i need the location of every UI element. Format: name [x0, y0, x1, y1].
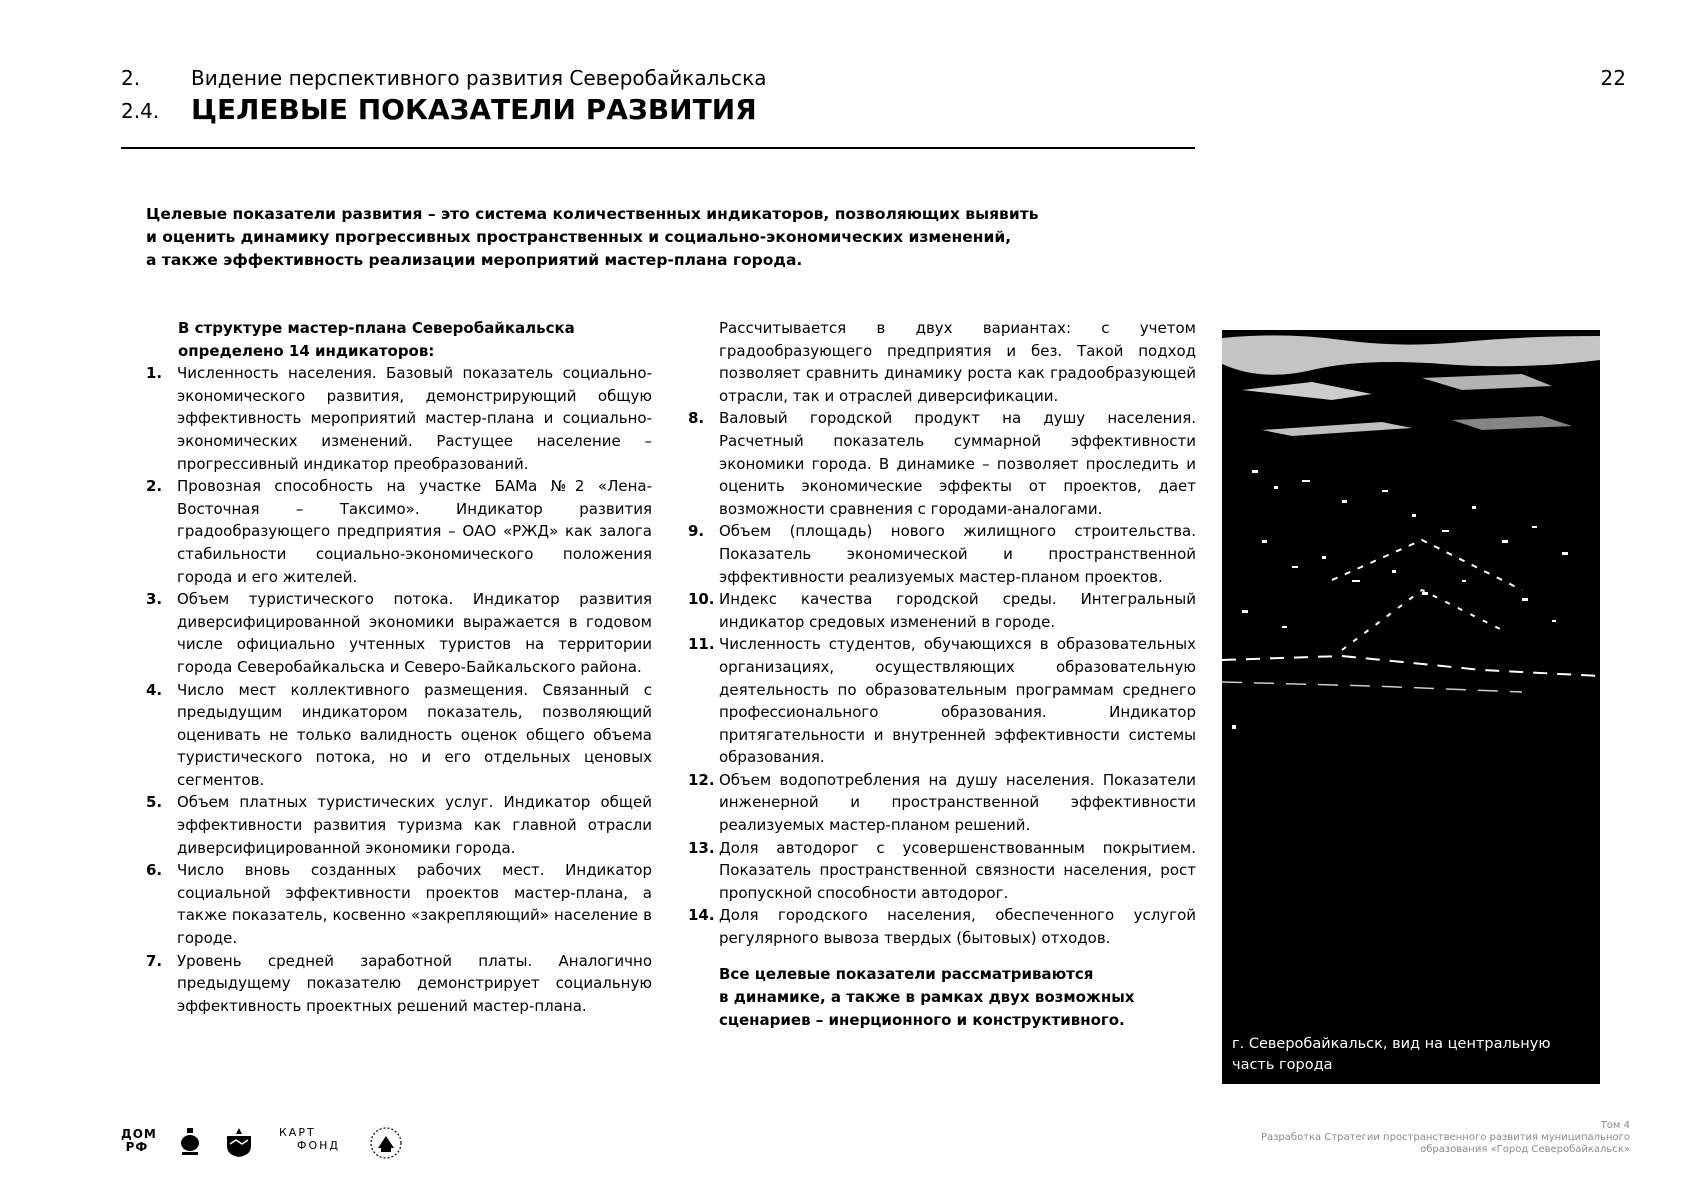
indicator-item-13	[688, 837, 1196, 905]
emblem-logo	[178, 1126, 202, 1158]
logo-text: ФОНД	[297, 1139, 340, 1152]
indicator-item-3	[146, 588, 652, 678]
indicator-item-7	[146, 950, 652, 1018]
city-photo	[1222, 330, 1600, 1084]
intro-paragraph	[146, 203, 1086, 272]
logo-text: КАРТ	[279, 1126, 316, 1139]
indicators-lead	[146, 317, 652, 362]
kart-fond-logo	[279, 1126, 340, 1152]
item-text: Объем (площадь) нового жилищного строительства. Показатель экономической и пространственной эффективности реализуемых мастер-планом проектов.	[719, 522, 1196, 586]
page-title: ЦЕЛЕВЫЕ ПОКАЗАТЕЛИ РАЗВИТИЯ	[191, 93, 757, 126]
item-number: 6.	[146, 861, 163, 880]
footer-line: образования «Город Северобайкальск»	[1420, 1144, 1630, 1155]
item-text: Уровень средней заработной платы. Аналогично предыдущему показателю демонстрирует социальную эффективность проектных решений мастер-плана.	[177, 951, 652, 1015]
lead-line: В структуре мастер-плана Северобайкальска	[178, 319, 575, 337]
indicator-item-2	[146, 475, 652, 588]
intro-line: Целевые показатели развития – это система количественных индикаторов, позволяющих выявить	[146, 205, 1039, 223]
item-number: 8.	[688, 409, 705, 428]
conclusion-line: сценариев – инерционного и конструктивного.	[719, 1010, 1125, 1029]
item-number: 1.	[146, 364, 163, 383]
indicator-item-1	[146, 362, 652, 475]
item-number: 7.	[146, 951, 163, 970]
indicator-item-10	[688, 588, 1196, 633]
conclusion-line: в динамике, а также в рамках двух возможных	[719, 987, 1135, 1006]
item-text: Число мест коллективного размещения. Связанный с предыдущим индикатором показатель, позволяющий оценивать не только валидность оценок общего объема туристического потока, но и его отдельных ценовых сегментов.	[177, 680, 652, 789]
caption-line: г. Северобайкальск, вид на центральную	[1232, 1036, 1551, 1052]
section-title: Видение перспективного развития Северобайкальска	[191, 66, 767, 90]
item-number: 11.	[688, 635, 715, 654]
item-number: 13.	[688, 838, 715, 857]
indicator-item-8	[688, 407, 1196, 520]
intro-line: а также эффективность реализации мероприятий мастер-плана города.	[146, 251, 803, 269]
item-number: 5.	[146, 793, 163, 812]
item-text: Объем туристического потока. Индикатор развития диверсифицированной экономики выражается в годовом числе официально учтенных туристов на территории города Северобайкальска и Северо-Байкальского района.	[177, 590, 652, 676]
coat-of-arms-logo	[224, 1126, 254, 1158]
conclusion	[688, 963, 1196, 1032]
item-number: 12.	[688, 770, 715, 789]
item-number: 2.	[146, 477, 163, 496]
item-number: 9.	[688, 522, 705, 541]
logo-text: ДОМ	[121, 1127, 157, 1141]
indicator-item-6	[146, 859, 652, 949]
item-text: Доля городского населения, обеспеченного услугой регулярного вывоза твердых (бытовых) отходов.	[719, 906, 1196, 948]
round-emblem-logo	[369, 1126, 403, 1160]
lead-line: определено 14 индикаторов:	[178, 341, 435, 360]
photo-caption	[1232, 1034, 1582, 1076]
item-text: Доля автодорог с усовершенствованным покрытием. Показатель пространственной связности населения, рост пропускной способности автодорог.	[719, 838, 1196, 902]
city-photo-image	[1222, 330, 1600, 1084]
item-text: Численность населения. Базовый показатель социально-экономического развития, демонстрирующий общую эффективность мероприятий мастер-плана и социально-экономических изменений. Растущее население – прогрессивный индикатор преобразований.	[177, 364, 652, 473]
subsection-number: 2.4.	[121, 99, 160, 123]
indicator-item-4	[146, 679, 652, 792]
conclusion-line: Все целевые показатели рассматриваются	[719, 964, 1094, 983]
indicator-item-9	[688, 520, 1196, 588]
item-text: Валовый городской продукт на душу населения. Расчетный показатель суммарной эффективности экономики города. В динамике – позволяет проследить и оценить экономические эффекты от проектов, дает возможности сравнения с городами-аналогами.	[719, 409, 1196, 518]
footer-line: Разработка Стратегии пространственного развития муниципального	[1260, 1132, 1630, 1143]
item-text: Объем водопотребления на душу населения. Показатели инженерной и пространственной эффективности реализуемых мастер-планом решений.	[719, 770, 1196, 835]
indicator-item-11	[688, 633, 1196, 769]
section-number: 2.	[121, 66, 141, 90]
item-text: Численность студентов, обучающихся в образовательных организациях, осуществляющих образовательную деятельность по образовательным программам среднего профессионального образования. Индикатор притягательности и внутренней эффективности системы образования.	[719, 635, 1196, 767]
indicator-item-14	[688, 904, 1196, 949]
header-divider	[121, 147, 1195, 149]
item-number: 4.	[146, 680, 163, 699]
item-7-continuation: Рассчитывается в двух вариантах: с учетом градообразующего предприятия и без. Такой подход позволяет сравнить динамику роста как градообразующей отрасли, так и отраслей диверсификации.	[719, 319, 1196, 405]
item-text: Число вновь созданных рабочих мест. Индикатор социальной эффективности проектов мастер-плана, а также показатель, косвенно «закрепляющий» население в городе.	[177, 861, 652, 948]
dom-rf-logo	[121, 1127, 157, 1154]
footer-note	[1230, 1120, 1630, 1156]
item-number: 10.	[688, 590, 715, 609]
caption-line: часть города	[1232, 1057, 1333, 1073]
indicator-item-5	[146, 791, 652, 859]
item-number: 3.	[146, 590, 163, 609]
indicators-column-right	[688, 317, 1196, 1032]
footer-line: Том 4	[1600, 1120, 1630, 1131]
item-text: Объем платных туристических услуг. Индикатор общей эффективности развития туризма как главной отрасли диверсифицированной экономики города.	[177, 793, 652, 857]
logo-text: РФ	[125, 1140, 149, 1154]
indicator-item-12	[688, 769, 1196, 837]
item-text: Провозная способность на участке БАМа №2 «Лена-Восточная – Таксимо». Индикатор развития градообразующего предприятия – ОАО «РЖД» как залога стабильности социально-экономического положения города и его жителей.	[177, 477, 652, 586]
indicators-column-left	[146, 317, 652, 1017]
page-number: 22	[1600, 66, 1626, 90]
item-text: Индекс качества городской среды. Интегральный индикатор средовых изменений в городе.	[719, 590, 1196, 631]
item-number: 14.	[688, 906, 715, 925]
intro-line: и оценить динамику прогрессивных пространственных и социально-экономических изменений,	[146, 228, 1012, 246]
